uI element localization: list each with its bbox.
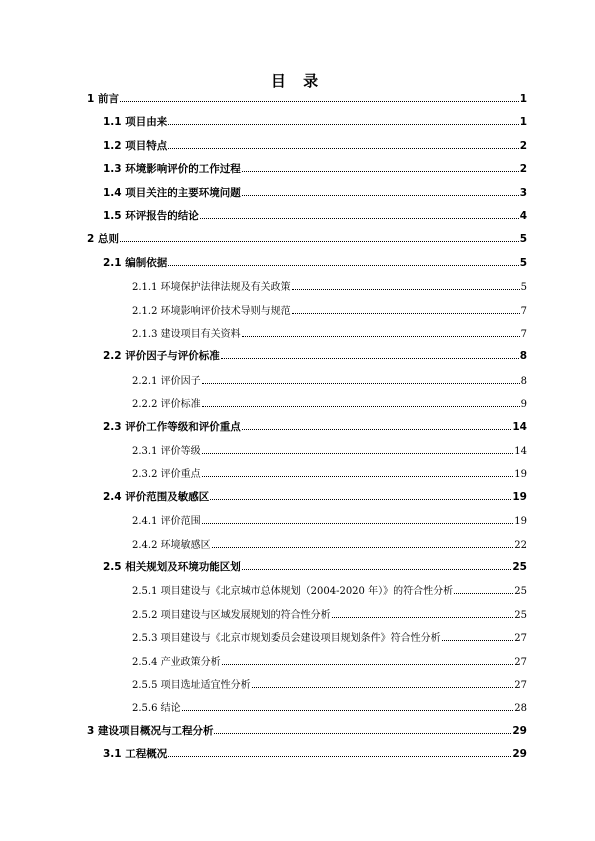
toc-entry-page-number: 5 [519, 256, 527, 269]
toc-dot-leader [454, 586, 513, 595]
toc-entry[interactable] [132, 512, 527, 527]
toc-entry-label: 2.1.1 环境保护法律法规及有关政策 [132, 282, 291, 294]
toc-entry[interactable] [132, 653, 527, 668]
toc-entry[interactable] [132, 465, 527, 480]
toc-dot-leader [242, 187, 519, 196]
toc-entry[interactable] [132, 582, 527, 597]
toc-entry-page-number: 19 [512, 490, 527, 503]
toc-entry[interactable] [103, 559, 527, 574]
toc-dot-leader [442, 633, 514, 642]
toc-entry-page-number: 7 [520, 329, 527, 340]
toc-entry-label: 2.3 评价工作等级和评价重点 [103, 420, 241, 433]
toc-entry-page-number: 1 [519, 93, 527, 105]
toc-entry-page-number: 29 [512, 724, 527, 737]
toc-entry-label: 1.5 环评报告的结论 [103, 210, 199, 222]
toc-entry[interactable] [103, 419, 527, 434]
toc-dot-leader [210, 491, 511, 500]
toc-dot-leader [182, 703, 514, 712]
toc-entry[interactable] [132, 606, 527, 621]
toc-entry[interactable] [132, 676, 527, 691]
toc-entry-page-number: 9 [520, 399, 527, 411]
toc-dot-leader [292, 282, 520, 291]
toc-entry[interactable] [132, 699, 527, 714]
toc-entry-page-number: 5 [520, 282, 527, 294]
toc-entry[interactable] [103, 255, 527, 270]
toc-dot-leader [214, 725, 511, 734]
toc-entry-label: 1.1 项目由来 [103, 116, 168, 129]
toc-entry-label: 3.1 工程概况 [103, 748, 168, 761]
toc-entry-page-number: 5 [519, 233, 527, 246]
toc-entry-label: 2.5.3 项目建设与《北京市规划委员会建设项目规划条件》符合性分析 [132, 633, 441, 645]
toc-entry-page-number: 2 [519, 163, 527, 176]
toc-entry-label: 2.4 评价范围及敏感区 [103, 490, 210, 503]
toc-entry-page-number: 28 [514, 703, 527, 715]
toc-entry-page-number: 1 [519, 116, 527, 129]
toc-entry-page-number: 25 [512, 561, 527, 573]
toc-dot-leader [120, 93, 519, 102]
toc-title: 目 录 [270, 72, 325, 90]
toc-entry[interactable] [132, 372, 527, 387]
toc-dot-leader [120, 234, 519, 243]
toc-entry[interactable] [103, 208, 527, 223]
toc-entry-label: 1.4 项目关注的主要环境问题 [103, 186, 241, 199]
toc-entry-page-number: 25 [514, 586, 527, 598]
toc-entry-page-number: 8 [520, 375, 527, 387]
toc-entry-page-number: 14 [512, 420, 527, 433]
toc-entry-page-number: 4 [519, 210, 527, 222]
toc-entry-page-number: 19 [514, 516, 527, 528]
toc-entry[interactable] [87, 231, 527, 246]
toc-entry[interactable] [132, 278, 527, 293]
toc-dot-leader [168, 748, 511, 757]
toc-entry-label: 2.4.2 环境敏感区 [132, 539, 211, 551]
toc-entry-label: 2.5.1 项目建设与《北京城市总体规划（2004-2020 年）》的符合性分析 [132, 586, 454, 598]
toc-entry-label: 2.5.5 项目选址适宜性分析 [132, 680, 251, 691]
toc-dot-leader [252, 680, 514, 689]
toc-entry[interactable] [132, 325, 527, 340]
toc-entry[interactable] [103, 348, 527, 363]
toc-entry-page-number: 27 [514, 680, 527, 691]
toc-entry-label: 2 总则 [87, 233, 119, 246]
toc-entry-page-number: 19 [514, 469, 527, 481]
toc-entry[interactable] [103, 489, 527, 504]
toc-entry-label: 1.2 项目特点 [103, 139, 168, 152]
toc-entry-page-number: 14 [514, 446, 527, 457]
toc-entry-page-number: 22 [514, 539, 527, 551]
toc-entry[interactable] [103, 114, 527, 129]
toc-entry[interactable] [103, 161, 527, 176]
toc-dot-leader [212, 539, 514, 548]
toc-entry-page-number: 27 [514, 656, 527, 668]
toc-dot-leader [168, 117, 518, 126]
toc-entry[interactable] [132, 395, 527, 410]
toc-dot-leader [242, 329, 520, 338]
toc-entry-page-number: 27 [514, 633, 527, 645]
toc-dot-leader [222, 656, 514, 665]
toc-dot-leader [168, 140, 518, 149]
toc-dot-leader [292, 305, 520, 314]
toc-dot-leader [332, 609, 514, 618]
toc-entry-label: 2.1 编制依据 [103, 256, 168, 269]
toc-dot-leader [242, 163, 519, 172]
toc-entry-label: 2.3.1 评价等级 [132, 446, 201, 457]
toc-entry[interactable] [132, 536, 527, 551]
toc-dot-leader [202, 516, 514, 525]
toc-dot-leader [221, 351, 519, 360]
toc-dot-leader [202, 375, 520, 384]
toc-entry-label: 2.2 评价因子与评价标准 [103, 350, 220, 363]
toc-entry-page-number: 8 [519, 350, 527, 363]
toc-entry[interactable] [132, 442, 527, 457]
toc-dot-leader [202, 446, 514, 455]
toc-entry-page-number: 29 [512, 748, 527, 761]
toc-entry-label: 3 建设项目概况与工程分析 [87, 724, 214, 737]
toc-entry[interactable] [103, 185, 527, 200]
toc-entry-page-number: 25 [514, 609, 527, 621]
toc-dot-leader [168, 257, 518, 266]
toc-entry-label: 2.2.1 评价因子 [132, 375, 201, 387]
toc-entry-label: 2.5 相关规划及环境功能区划 [103, 561, 241, 573]
toc-entry[interactable] [103, 138, 527, 153]
toc-entry-label: 2.5.4 产业政策分析 [132, 656, 221, 668]
toc-entry[interactable] [132, 629, 527, 644]
toc-dot-leader [242, 561, 512, 570]
toc-entry-page-number: 3 [519, 186, 527, 199]
toc-entry-label: 2.5.2 项目建设与区域发展规划的符合性分析 [132, 609, 331, 621]
toc-dot-leader [202, 399, 520, 408]
toc-dot-leader [200, 210, 519, 219]
toc-dot-leader [202, 469, 514, 478]
toc-entry-label: 2.1.3 建设项目有关资料 [132, 329, 241, 340]
toc-entry[interactable] [103, 746, 527, 761]
toc-entry-label: 2.3.2 评价重点 [132, 469, 201, 481]
toc-entry-label: 2.4.1 评价范围 [132, 516, 201, 528]
toc-entry-page-number: 2 [519, 139, 527, 152]
toc-entry[interactable] [87, 91, 527, 106]
toc-entry-page-number: 7 [520, 305, 527, 317]
toc-entry[interactable] [87, 723, 527, 738]
toc-entry-label: 2.5.6 结论 [132, 703, 181, 715]
toc-entry-label: 1.3 环境影响评价的工作过程 [103, 163, 241, 176]
toc-entry-label: 1 前言 [87, 93, 119, 105]
toc-entry-label: 2.2.2 评价标准 [132, 399, 201, 411]
toc-dot-leader [242, 421, 512, 430]
toc-entry[interactable] [132, 302, 527, 317]
toc-entry-label: 2.1.2 环境影响评价技术导则与规范 [132, 305, 291, 317]
